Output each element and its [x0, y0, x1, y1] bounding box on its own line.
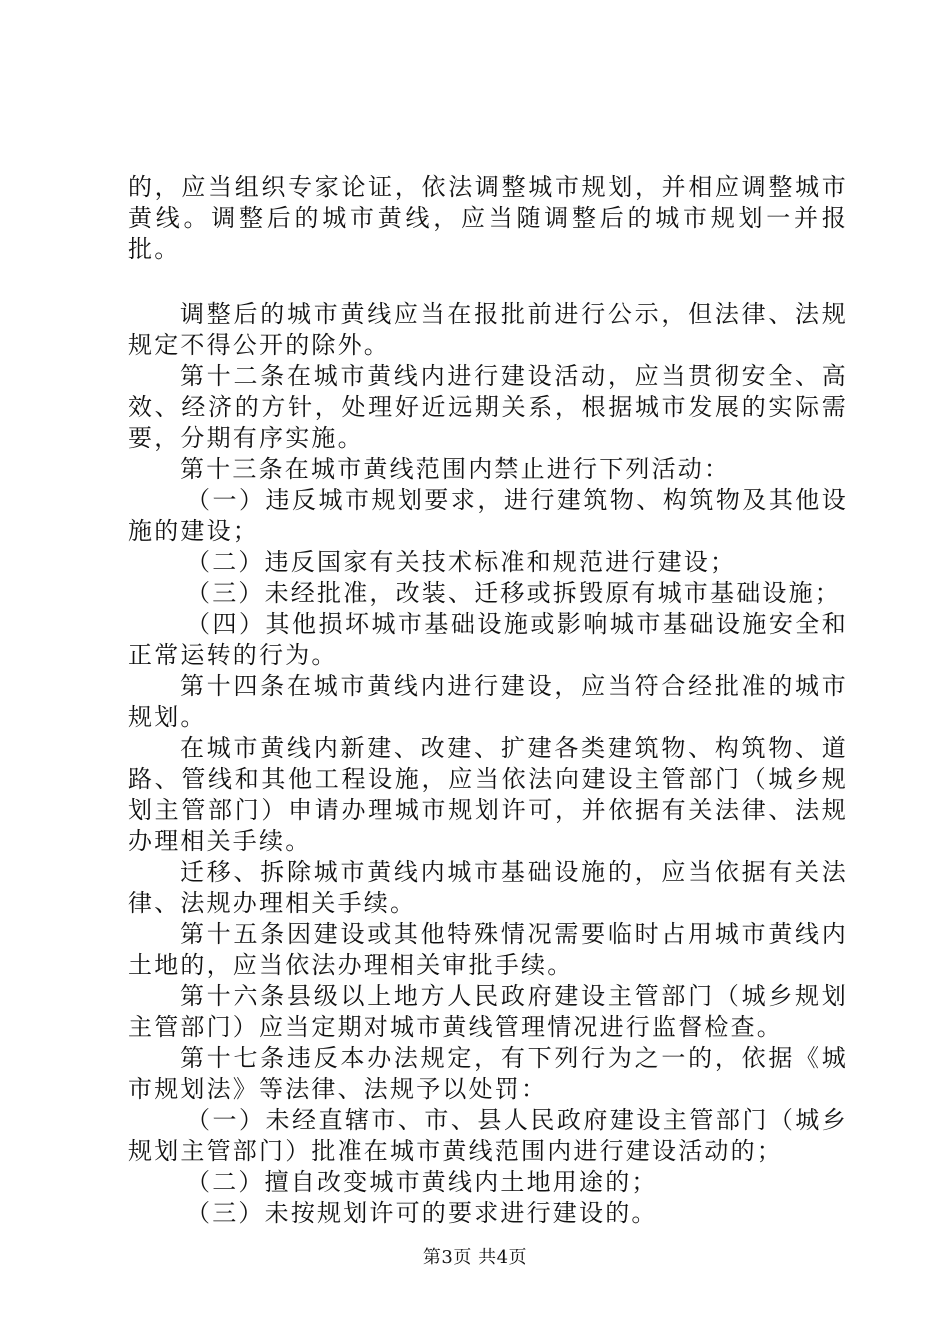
article-17-item-2: （二）擅自改变城市黄线内土地用途的；: [186, 1168, 658, 1196]
page-number-footer: 第3页 共4页: [422, 1247, 528, 1268]
article-15: 第十五条因建设或其他特殊情况需要临时占用城市黄线内土地的，应当依法办理相关审批手续。: [128, 920, 848, 979]
paragraph-continuation: 的，应当组织专家论证，依法调整城市规划，并相应调整城市黄线。调整后的城市黄线，应当随调整后的城市规划一并报批。: [128, 173, 848, 263]
article-17-item-3: （三）未按规划许可的要求进行建设的。: [186, 1199, 658, 1227]
article-13-item-4: （四）其他损坏城市基础设施或影响城市基础设施安全和正常运转的行为。: [128, 610, 848, 669]
document-body: [128, 172, 848, 1229]
article-13-item-2: （二）违反国家有关技术标准和规范进行建设；: [186, 548, 737, 576]
article-16: 第十六条县级以上地方人民政府建设主管部门（城乡规划主管部门）应当定期对城市黄线管理情况进行监督检查。: [128, 982, 848, 1041]
article-13: 第十三条在城市黄线范围内禁止进行下列活动：: [180, 455, 731, 483]
article-12: 第十二条在城市黄线内进行建设活动，应当贯彻安全、高效、经济的方针，处理好近远期关系，根据城市发展的实际需要，分期有序实施。: [128, 362, 848, 452]
article-14: 第十四条在城市黄线内进行建设，应当符合经批准的城市规划。: [128, 672, 848, 731]
article-13-item-1: （一）违反城市规划要求，进行建筑物、构筑物及其他设施的建设；: [128, 486, 848, 545]
article-17-item-1: （一）未经直辖市、市、县人民政府建设主管部门（城乡规划主管部门）批准在城市黄线范围内进行建设活动的；: [128, 1106, 848, 1165]
paragraph-gap: [128, 265, 848, 299]
article-13-item-3: （三）未经批准，改装、迁移或拆毁原有城市基础设施；: [186, 579, 841, 607]
article-17: 第十七条违反本办法规定，有下列行为之一的，依据《城市规划法》等法律、法规予以处罚：: [128, 1044, 848, 1103]
article-14-para-3: 迁移、拆除城市黄线内城市基础设施的，应当依据有关法律、法规办理相关手续。: [128, 858, 848, 917]
paragraph-publicity: 调整后的城市黄线应当在报批前进行公示，但法律、法规规定不得公开的除外。: [128, 300, 848, 359]
article-14-para-2: 在城市黄线内新建、改建、扩建各类建筑物、构筑物、道路、管线和其他工程设施，应当依法向建设主管部门（城乡规划主管部门）申请办理城市规划许可，并依据有关法律、法规办理相关手续。: [128, 734, 848, 855]
